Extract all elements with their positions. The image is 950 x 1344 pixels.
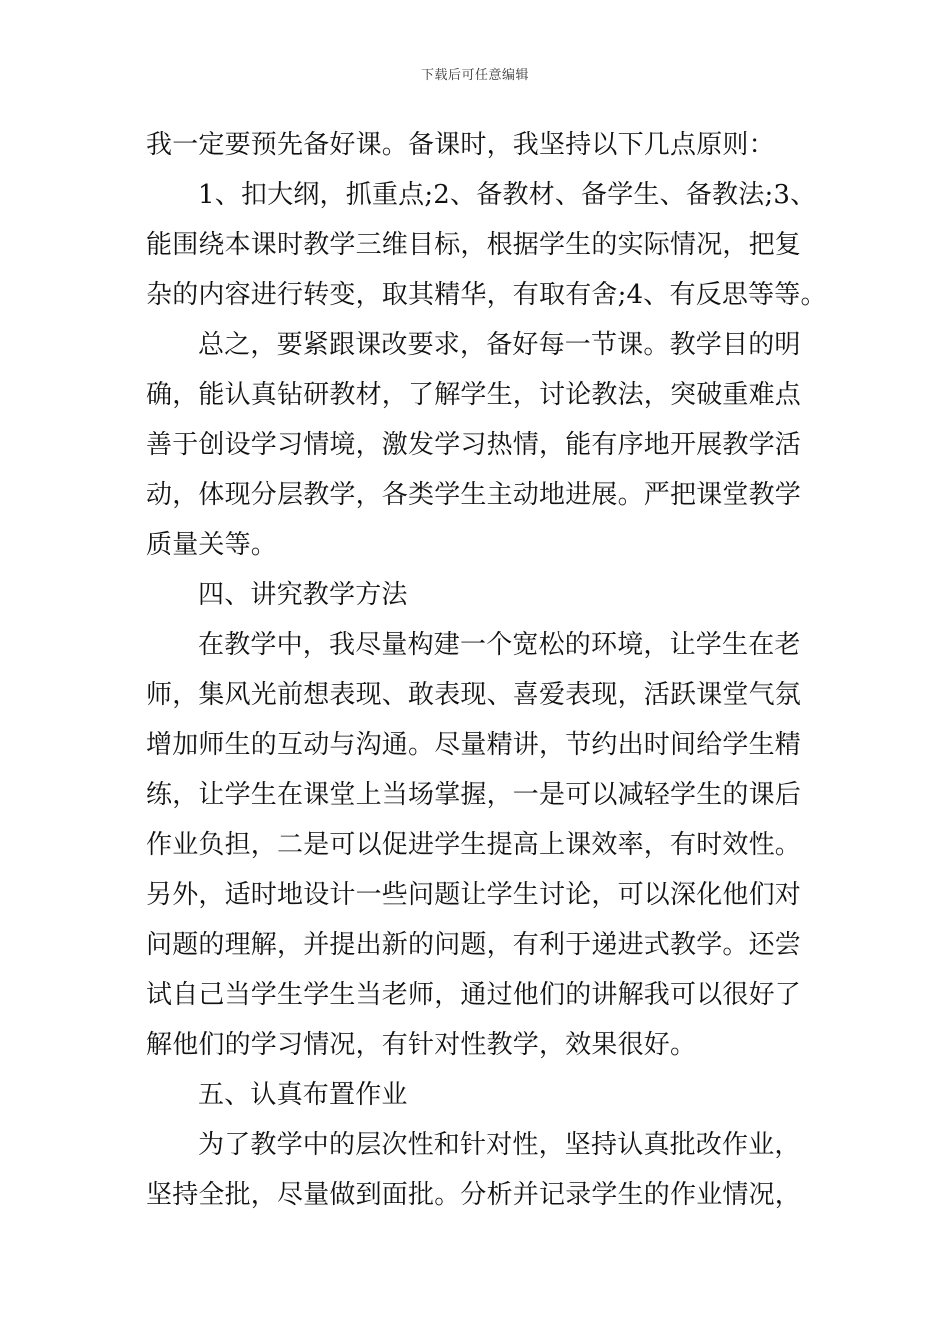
text-line: 问题的理解，并提出新的问题，有利于递进式教学。还尝 [146, 930, 802, 960]
text-line: 确，能认真钻研教材，了解学生，讨论教法，突破重难点 [146, 380, 802, 410]
section-heading: 五、认真布置作业 [198, 1080, 408, 1110]
text-line: 解他们的学习情况，有针对性教学，效果很好。 [146, 1030, 697, 1060]
document-body [146, 120, 827, 1220]
text-line: 师，集风光前想表现、敢表现、喜爱表现，活跃课堂气氛 [146, 680, 802, 710]
text-line: 能围绕本课时教学三维目标，根据学生的实际情况，把复 [146, 230, 802, 260]
text-line: 善于创设学习情境，激发学习热情，能有序地开展教学活 [146, 430, 802, 460]
text-line: 1、扣大纲，抓重点;2、备教材、备学生、备教法;3、 [198, 180, 817, 210]
text-line: 另外，适时地设计一些问题让学生讨论，可以深化他们对 [146, 880, 802, 910]
text-line: 在教学中，我尽量构建一个宽松的环境，让学生在老 [198, 630, 801, 660]
text-line: 试自己当学生学生当老师，通过他们的讲解我可以很好了 [146, 980, 802, 1010]
text-line: 我一定要预先备好课。备课时，我坚持以下几点原则： [146, 130, 775, 160]
page-header-note: 下载后可任意编辑 [420, 68, 529, 83]
text-line: 增加师生的互动与沟通。尽量精讲，节约出时间给学生精 [146, 730, 802, 760]
text-line: 坚持全批，尽量做到面批。分析并记录学生的作业情况， [146, 1180, 802, 1210]
text-line: 为了教学中的层次性和针对性，坚持认真批改作业， [198, 1130, 801, 1160]
text-line: 作业负担，二是可以促进学生提高上课效率，有时效性。 [146, 830, 802, 860]
text-line: 总之，要紧跟课改要求，备好每一节课。教学目的明 [198, 330, 801, 360]
text-line: 杂的内容进行转变，取其精华，有取有舍;4、有反思等等。 [146, 280, 827, 310]
text-line: 练，让学生在课堂上当场掌握，一是可以减轻学生的课后 [146, 780, 802, 810]
text-line: 质量关等。 [146, 530, 278, 560]
section-heading: 四、讲究教学方法 [198, 580, 408, 610]
text-line: 动，体现分层教学，各类学生主动地进展。严把课堂教学 [146, 480, 802, 510]
